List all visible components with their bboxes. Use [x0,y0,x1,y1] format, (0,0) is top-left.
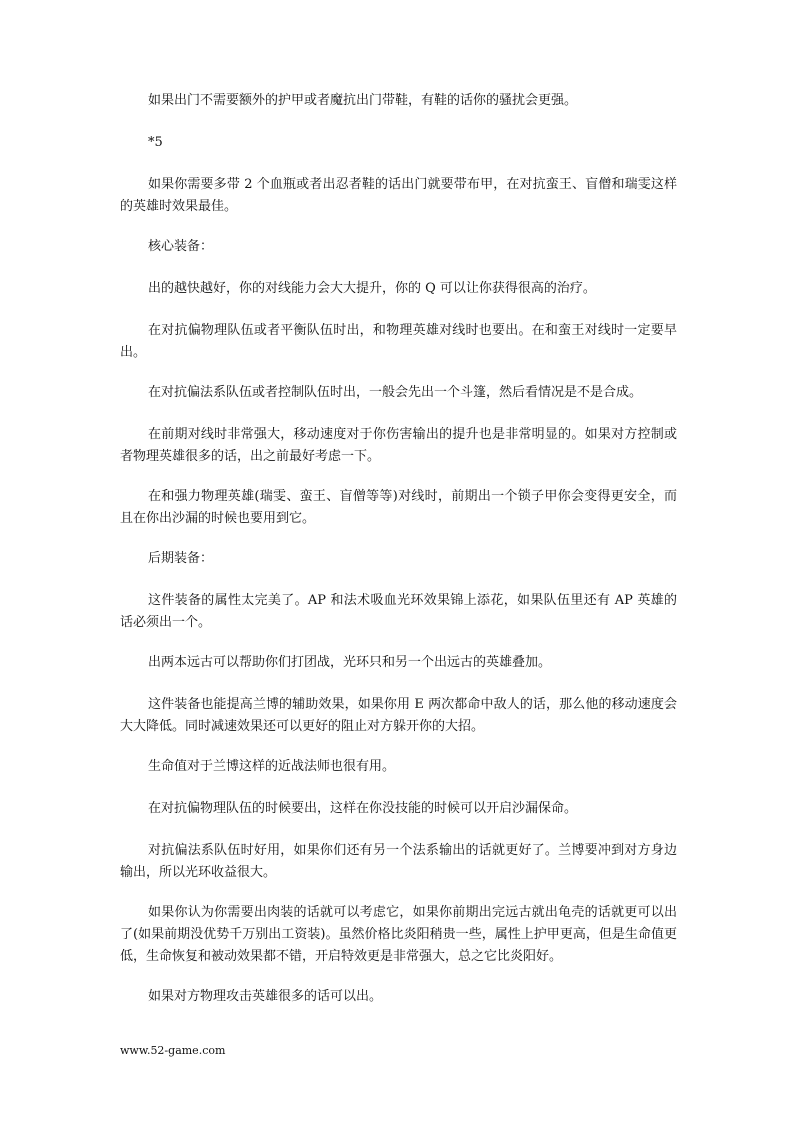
paragraph: 出的越快越好，你的对线能力会大大提升，你的 Q 可以让你获得很高的治疗。 [148,281,596,296]
paragraph: 出两本远古可以帮助你们打团战，光环只和另一个出远古的英雄叠加。 [148,655,552,670]
paragraph: 如果你需要多带 2 个血瓶或者出忍者鞋的话出门就要带布甲，在对抗蛮王、盲僧和瑞雯这样的英雄时效果最佳。 [120,177,677,214]
paragraph: 在对抗偏物理队伍的时候要出，这样在你没技能的时候可以开启沙漏保命。 [148,801,578,816]
paragraph: 对抗偏法系队伍时好用，如果你们还有另一个法系输出的话就更好了。兰博要冲到对方身边输出，所以光环收益很大。 [120,843,677,880]
document-body [120,90,677,1028]
section-heading: 后期装备： [148,551,214,566]
paragraph: *5 [148,135,163,150]
paragraph: 生命值对于兰博这样的近战法师也很有用。 [148,759,396,774]
paragraph: 如果对方物理攻击英雄很多的话可以出。 [148,989,383,1004]
paragraph: 在前期对线时非常强大，移动速度对于你伤害输出的提升也是非常明显的。如果对方控制或者物理英雄很多的话，出之前最好考虑一下。 [120,427,677,464]
paragraph: 在对抗偏法系队伍或者控制队伍时出，一般会先出一个斗篷，然后看情况是不是合成。 [148,385,643,400]
paragraph: 在和强力物理英雄(瑞雯、蛮王、盲僧等等)对线时，前期出一个锁子甲你会变得更安全，而且在你出沙漏的时候也要用到它。 [120,489,677,526]
footer-url: www.52-game.com [120,1044,226,1057]
paragraph: 这件装备也能提高兰博的辅助效果，如果你用 E 两次都命中敌人的话，那么他的移动速度会大大降低。同时减速效果还可以更好的阻止对方躲开你的大招。 [120,697,677,734]
paragraph: 如果你认为你需要出肉装的话就可以考虑它，如果你前期出完远古就出龟壳的话就更可以出了(如果前期没优势千万别出工资装)。虽然价格比炎阳稍贵一些，属性上护甲更高，但是生命值更低，生命恢复和被动效果都不错，开启特效更是非常强大，总之它比炎阳好。 [120,905,677,964]
paragraph: 在对抗偏物理队伍或者平衡队伍时出，和物理英雄对线时也要出。在和蛮王对线时一定要早出。 [120,323,677,360]
paragraph: 这件装备的属性太完美了。AP 和法术吸血光环效果锦上添花，如果队伍里还有 AP 英雄的话必须出一个。 [120,593,677,630]
paragraph: 如果出门不需要额外的护甲或者魔抗出门带鞋，有鞋的话你的骚扰会更强。 [148,93,578,108]
section-heading: 核心装备： [148,239,214,254]
